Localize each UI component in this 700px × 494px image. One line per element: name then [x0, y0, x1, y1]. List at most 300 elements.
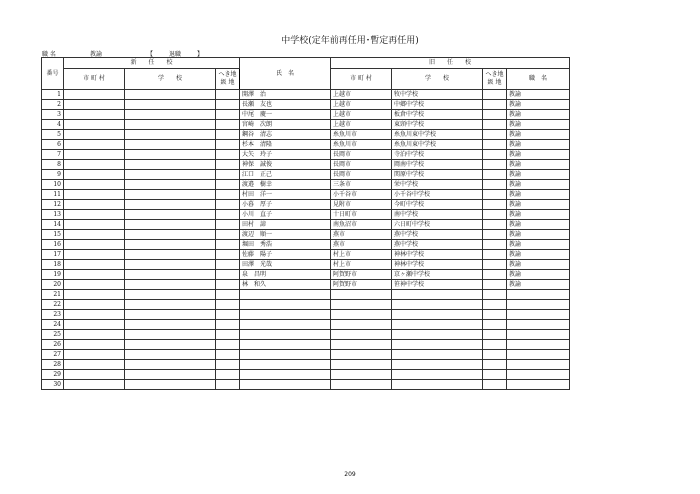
table-row: [42, 120, 570, 130]
new-hekichi-cell: [216, 230, 240, 240]
row-number: 16: [42, 240, 64, 250]
job-cell: [507, 370, 570, 380]
job-cell: 教諭: [507, 280, 570, 290]
new-school-cell: [125, 250, 216, 260]
table-row: [42, 140, 570, 150]
row-number: 6: [42, 140, 64, 150]
new-school-cell: [125, 270, 216, 280]
old-hekichi-cell: [483, 280, 507, 290]
old-hekichi-cell: [483, 210, 507, 220]
old-school-cell: 板倉中学校: [392, 110, 483, 120]
row-number: 4: [42, 120, 64, 130]
old-city-cell: [331, 340, 392, 350]
old-city-cell: 上越市: [331, 100, 392, 110]
new-hekichi-cell: [216, 260, 240, 270]
row-number: 26: [42, 340, 64, 350]
row-number: 5: [42, 130, 64, 140]
name-cell: 村田 洋一: [240, 190, 331, 200]
old-hekichi-cell: [483, 270, 507, 280]
row-number: 27: [42, 350, 64, 360]
new-city-cell: [64, 370, 125, 380]
name-cell: 渡辺 順一: [240, 230, 331, 240]
old-hekichi-cell: [483, 250, 507, 260]
old-school-cell: [392, 370, 483, 380]
job-cell: 教諭: [507, 230, 570, 240]
new-school-cell: [125, 150, 216, 160]
job-cell: 教諭: [507, 90, 570, 100]
job-cell: 教諭: [507, 240, 570, 250]
new-school-cell: [125, 230, 216, 240]
old-school-cell: 神林中学校: [392, 260, 483, 270]
job-cell: [507, 290, 570, 300]
job-cell: 教諭: [507, 140, 570, 150]
header-job: 職 名: [507, 69, 570, 90]
new-city-cell: [64, 220, 125, 230]
old-school-cell: 神林中学校: [392, 250, 483, 260]
job-cell: 教諭: [507, 200, 570, 210]
old-school-cell: 糸魚川東中学校: [392, 140, 483, 150]
new-school-cell: [125, 290, 216, 300]
new-hekichi-cell: [216, 290, 240, 300]
old-city-cell: 南魚沼市: [331, 220, 392, 230]
row-number: 29: [42, 370, 64, 380]
new-school-cell: [125, 350, 216, 360]
old-hekichi-cell: [483, 90, 507, 100]
name-cell: [240, 360, 331, 370]
new-hekichi-cell: [216, 130, 240, 140]
new-city-cell: [64, 100, 125, 110]
table-row: [42, 330, 570, 340]
new-hekichi-cell: [216, 380, 240, 390]
new-hekichi-cell: [216, 340, 240, 350]
old-hekichi-cell: [483, 360, 507, 370]
old-school-cell: [392, 290, 483, 300]
new-city-cell: [64, 250, 125, 260]
new-hekichi-cell: [216, 140, 240, 150]
name-cell: 神保 誠俊: [240, 160, 331, 170]
new-city-cell: [64, 150, 125, 160]
bracket-open: 【: [147, 51, 154, 58]
old-school-cell: 京ヶ瀬中学校: [392, 270, 483, 280]
old-hekichi-cell: [483, 330, 507, 340]
table-row: [42, 90, 570, 100]
new-school-cell: [125, 220, 216, 230]
new-school-cell: [125, 190, 216, 200]
job-cell: [507, 330, 570, 340]
old-hekichi-cell: [483, 300, 507, 310]
new-school-cell: [125, 280, 216, 290]
old-school-cell: 笹神中学校: [392, 280, 483, 290]
table-body: [42, 90, 570, 390]
job-cell: [507, 340, 570, 350]
new-city-cell: [64, 300, 125, 310]
old-hekichi-cell: [483, 150, 507, 160]
new-hekichi-cell: [216, 110, 240, 120]
old-city-cell: 阿賀野市: [331, 280, 392, 290]
old-school-cell: [392, 380, 483, 390]
table-row: [42, 150, 570, 160]
new-city-cell: [64, 230, 125, 240]
table-row: [42, 160, 570, 170]
old-city-cell: 糸魚川市: [331, 140, 392, 150]
old-hekichi-cell: [483, 290, 507, 300]
old-school-cell: 六日町中学校: [392, 220, 483, 230]
new-city-cell: [64, 200, 125, 210]
old-city-cell: [331, 380, 392, 390]
job-cell: [507, 310, 570, 320]
new-hekichi-cell: [216, 250, 240, 260]
table-row: [42, 230, 570, 240]
new-school-cell: [125, 120, 216, 130]
new-city-cell: [64, 90, 125, 100]
row-number: 3: [42, 110, 64, 120]
old-hekichi-cell: [483, 160, 507, 170]
job-cell: 教諭: [507, 190, 570, 200]
table-row: [42, 250, 570, 260]
old-city-cell: [331, 350, 392, 360]
old-school-cell: 牧中学校: [392, 90, 483, 100]
table-row: [42, 270, 570, 280]
new-city-cell: [64, 210, 125, 220]
name-cell: [240, 320, 331, 330]
name-cell: 長瀬 友也: [240, 100, 331, 110]
job-cell: [507, 360, 570, 370]
new-city-cell: [64, 330, 125, 340]
old-hekichi-cell: [483, 110, 507, 120]
old-city-cell: [331, 290, 392, 300]
table-row: [42, 190, 570, 200]
old-city-cell: 阿賀野市: [331, 270, 392, 280]
old-city-cell: [331, 320, 392, 330]
table-row: [42, 360, 570, 370]
old-hekichi-cell: [483, 140, 507, 150]
name-cell: [240, 300, 331, 310]
old-hekichi-cell: [483, 240, 507, 250]
old-school-cell: [392, 300, 483, 310]
old-city-cell: 村上市: [331, 260, 392, 270]
header-old-city: 市 町 村: [331, 69, 392, 90]
new-school-cell: [125, 210, 216, 220]
new-hekichi-cell: [216, 200, 240, 210]
table-row: [42, 200, 570, 210]
new-hekichi-cell: [216, 370, 240, 380]
old-city-cell: 燕市: [331, 230, 392, 240]
new-city-cell: [64, 360, 125, 370]
new-school-cell: [125, 330, 216, 340]
new-city-cell: [64, 310, 125, 320]
job-cell: 教諭: [507, 170, 570, 180]
row-number: 15: [42, 230, 64, 240]
old-city-cell: 三条市: [331, 180, 392, 190]
old-city-cell: 糸魚川市: [331, 130, 392, 140]
old-school-cell: 寺泊中学校: [392, 150, 483, 160]
old-city-cell: 燕市: [331, 240, 392, 250]
new-school-cell: [125, 320, 216, 330]
job-cell: 教諭: [507, 160, 570, 170]
table-row: [42, 260, 570, 270]
new-hekichi-cell: [216, 280, 240, 290]
new-hekichi-cell: [216, 190, 240, 200]
new-school-cell: [125, 140, 216, 150]
new-school-cell: [125, 160, 216, 170]
old-hekichi-cell: [483, 100, 507, 110]
old-school-cell: 岡南中学校: [392, 160, 483, 170]
new-school-cell: [125, 380, 216, 390]
old-school-cell: 関原中学校: [392, 170, 483, 180]
new-city-cell: [64, 170, 125, 180]
new-school-cell: [125, 130, 216, 140]
row-number: 17: [42, 250, 64, 260]
name-cell: 開澤 治: [240, 90, 331, 100]
name-cell: [240, 330, 331, 340]
table-row: [42, 170, 570, 180]
job-cell: 教諭: [507, 110, 570, 120]
page-number: 209: [344, 471, 356, 478]
old-city-cell: [331, 310, 392, 320]
old-city-cell: [331, 300, 392, 310]
old-school-cell: [392, 320, 483, 330]
old-school-cell: [392, 330, 483, 340]
header-old-school: 学 校: [392, 69, 483, 90]
page-title: 中学校(定年前再任用･暫定再任用): [281, 36, 419, 46]
old-hekichi-cell: [483, 170, 507, 180]
table-row: [42, 240, 570, 250]
old-city-cell: [331, 370, 392, 380]
old-school-cell: 糸魚川東中学校: [392, 130, 483, 140]
table-row: [42, 310, 570, 320]
job-label: 職 名: [42, 51, 56, 58]
new-hekichi-cell: [216, 320, 240, 330]
name-cell: 宮崎 次朗: [240, 120, 331, 130]
old-school-cell: 東頸中学校: [392, 120, 483, 130]
new-school-cell: [125, 340, 216, 350]
new-city-cell: [64, 180, 125, 190]
job-cell: 教諭: [507, 130, 570, 140]
header-name: 氏 名: [240, 58, 331, 90]
table-row: [42, 300, 570, 310]
old-hekichi-cell: [483, 310, 507, 320]
new-city-cell: [64, 190, 125, 200]
name-cell: [240, 350, 331, 360]
table-row: [42, 110, 570, 120]
old-hekichi-cell: [483, 120, 507, 130]
new-hekichi-cell: [216, 300, 240, 310]
old-city-cell: [331, 360, 392, 370]
table-row: [42, 280, 570, 290]
row-number: 23: [42, 310, 64, 320]
name-cell: 田村 諦: [240, 220, 331, 230]
job-cell: 教諭: [507, 210, 570, 220]
row-number: 8: [42, 160, 64, 170]
new-city-cell: [64, 350, 125, 360]
new-school-cell: [125, 100, 216, 110]
job-cell: 教諭: [507, 250, 570, 260]
row-number: 14: [42, 220, 64, 230]
job-cell: 教諭: [507, 270, 570, 280]
new-hekichi-cell: [216, 170, 240, 180]
job-cell: [507, 320, 570, 330]
name-cell: 鋼谷 清志: [240, 130, 331, 140]
old-school-cell: 燕中学校: [392, 230, 483, 240]
table-row: [42, 180, 570, 190]
old-school-cell: [392, 350, 483, 360]
table-row: [42, 210, 570, 220]
name-cell: [240, 290, 331, 300]
new-city-cell: [64, 380, 125, 390]
new-hekichi-cell: [216, 100, 240, 110]
old-hekichi-cell: [483, 340, 507, 350]
new-hekichi-cell: [216, 240, 240, 250]
table-row: [42, 290, 570, 300]
row-number: 24: [42, 320, 64, 330]
new-school-cell: [125, 110, 216, 120]
new-school-cell: [125, 370, 216, 380]
old-city-cell: 上越市: [331, 120, 392, 130]
table-row: [42, 130, 570, 140]
header-number: 番号: [42, 58, 64, 90]
job-cell: 教諭: [507, 220, 570, 230]
old-city-cell: 上越市: [331, 110, 392, 120]
bracket-close: 】: [197, 51, 204, 58]
row-number: 28: [42, 360, 64, 370]
row-number: 18: [42, 260, 64, 270]
new-hekichi-cell: [216, 150, 240, 160]
new-school-cell: [125, 170, 216, 180]
old-city-cell: 小千谷市: [331, 190, 392, 200]
row-number: 2: [42, 100, 64, 110]
old-school-cell: 燕中学校: [392, 240, 483, 250]
row-number: 21: [42, 290, 64, 300]
name-cell: 堀田 秀浩: [240, 240, 331, 250]
new-city-cell: [64, 140, 125, 150]
table-row: [42, 100, 570, 110]
table-row: [42, 220, 570, 230]
header-new-hekichi: へき地 級 地: [216, 69, 240, 90]
table-row: [42, 320, 570, 330]
header-old-school-group: 旧 任 校: [331, 58, 570, 69]
row-number: 7: [42, 150, 64, 160]
table-row: [42, 350, 570, 360]
name-cell: 大矢 玲子: [240, 150, 331, 160]
old-school-cell: 中郷中学校: [392, 100, 483, 110]
job-cell: 教諭: [507, 100, 570, 110]
old-hekichi-cell: [483, 200, 507, 210]
header-new-city: 市 町 村: [64, 69, 125, 90]
old-hekichi-cell: [483, 320, 507, 330]
row-number: 30: [42, 380, 64, 390]
status-value: 退職: [169, 51, 182, 58]
new-school-cell: [125, 90, 216, 100]
new-hekichi-cell: [216, 90, 240, 100]
new-city-cell: [64, 240, 125, 250]
old-hekichi-cell: [483, 180, 507, 190]
header-new-school: 学 校: [125, 69, 216, 90]
name-cell: 林 和久: [240, 280, 331, 290]
table-row: [42, 380, 570, 390]
name-cell: [240, 340, 331, 350]
old-school-cell: 南中学校: [392, 210, 483, 220]
old-city-cell: [331, 330, 392, 340]
new-city-cell: [64, 340, 125, 350]
table-row: [42, 370, 570, 380]
new-hekichi-cell: [216, 180, 240, 190]
old-hekichi-cell: [483, 350, 507, 360]
job-cell: [507, 350, 570, 360]
old-city-cell: 上越市: [331, 90, 392, 100]
old-hekichi-cell: [483, 370, 507, 380]
name-cell: [240, 310, 331, 320]
row-number: 20: [42, 280, 64, 290]
name-cell: 泉 昌明: [240, 270, 331, 280]
new-hekichi-cell: [216, 310, 240, 320]
new-hekichi-cell: [216, 360, 240, 370]
name-cell: 佐藤 陽子: [240, 250, 331, 260]
name-cell: 杉本 清隆: [240, 140, 331, 150]
job-cell: 教諭: [507, 150, 570, 160]
row-number: 22: [42, 300, 64, 310]
row-number: 1: [42, 90, 64, 100]
old-school-cell: 今町中学校: [392, 200, 483, 210]
job-cell: [507, 380, 570, 390]
old-school-cell: [392, 310, 483, 320]
old-city-cell: 長岡市: [331, 170, 392, 180]
new-city-cell: [64, 160, 125, 170]
row-number: 11: [42, 190, 64, 200]
new-hekichi-cell: [216, 270, 240, 280]
new-hekichi-cell: [216, 210, 240, 220]
name-cell: 渡邉 樹幸: [240, 180, 331, 190]
row-number: 12: [42, 200, 64, 210]
row-number: 10: [42, 180, 64, 190]
old-city-cell: 十日町市: [331, 210, 392, 220]
header-old-hekichi: へき地 級 地: [483, 69, 507, 90]
row-number: 9: [42, 170, 64, 180]
old-school-cell: 小千谷中学校: [392, 190, 483, 200]
name-cell: [240, 380, 331, 390]
new-city-cell: [64, 260, 125, 270]
new-school-cell: [125, 310, 216, 320]
row-number: 13: [42, 210, 64, 220]
new-school-cell: [125, 360, 216, 370]
old-hekichi-cell: [483, 190, 507, 200]
new-school-cell: [125, 180, 216, 190]
old-school-cell: [392, 340, 483, 350]
old-hekichi-cell: [483, 130, 507, 140]
name-cell: 小暮 厚子: [240, 200, 331, 210]
job-cell: 教諭: [507, 180, 570, 190]
new-school-cell: [125, 260, 216, 270]
new-school-cell: [125, 300, 216, 310]
name-cell: 田澤 光哉: [240, 260, 331, 270]
row-number: 25: [42, 330, 64, 340]
new-hekichi-cell: [216, 220, 240, 230]
old-city-cell: 村上市: [331, 250, 392, 260]
old-city-cell: 長岡市: [331, 160, 392, 170]
name-cell: 小川 直子: [240, 210, 331, 220]
new-city-cell: [64, 120, 125, 130]
name-cell: 江口 正己: [240, 170, 331, 180]
new-city-cell: [64, 280, 125, 290]
job-cell: 教諭: [507, 120, 570, 130]
new-hekichi-cell: [216, 330, 240, 340]
new-school-cell: [125, 240, 216, 250]
old-school-cell: [392, 360, 483, 370]
new-city-cell: [64, 110, 125, 120]
table-row: [42, 340, 570, 350]
new-hekichi-cell: [216, 350, 240, 360]
header-new-school-group: 新 任 校: [64, 58, 240, 69]
old-hekichi-cell: [483, 220, 507, 230]
